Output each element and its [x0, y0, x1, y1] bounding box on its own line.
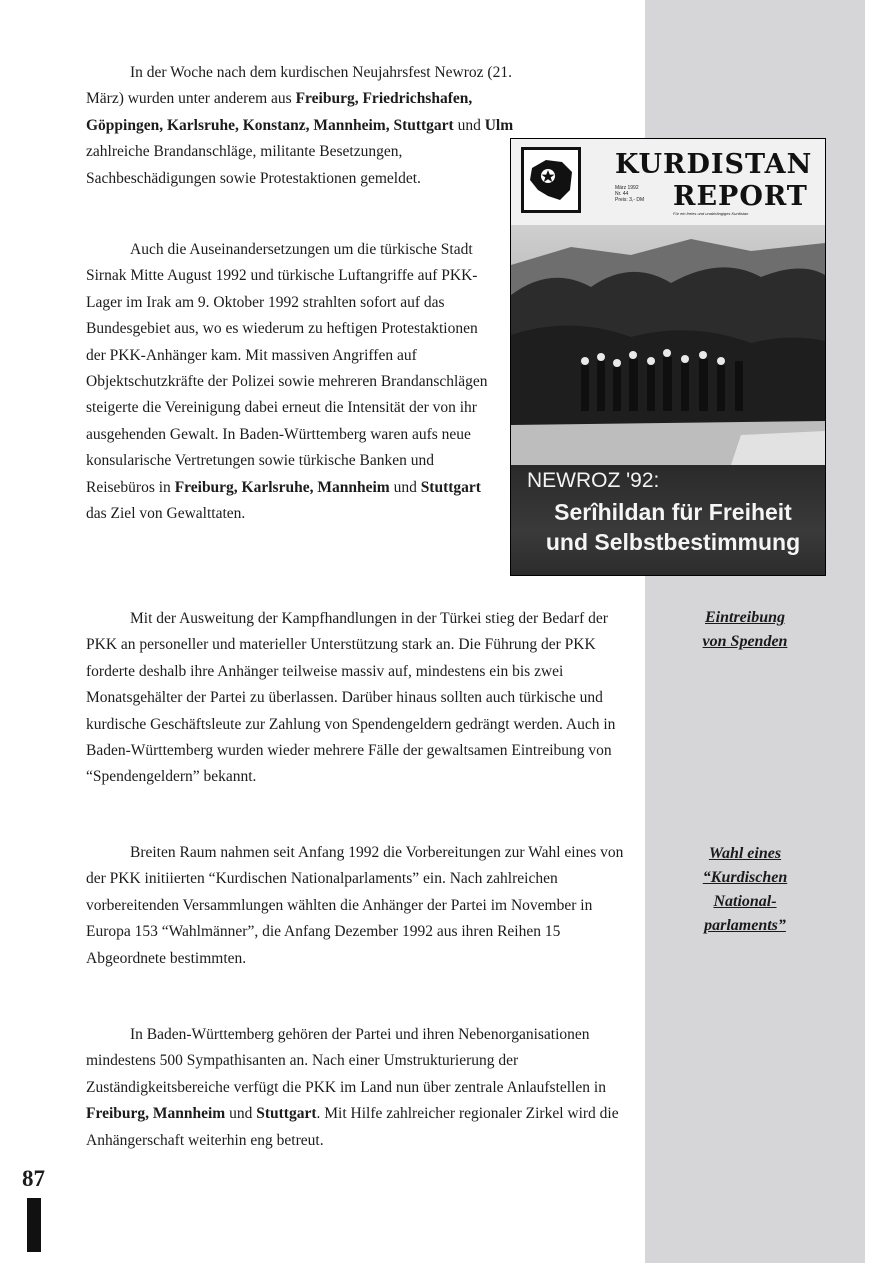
text-run: In der Woche nach dem kurdischen Neujahrsfest Newroz (21. März) wurden unter anderem aus	[86, 64, 512, 108]
text-run: Auch die Auseinandersetzungen um die türkische Stadt Sirnak Mitte August 1992 und türkische Luftangriffe auf PKK-Lager im Irak am 9. Oktober 1992 strahlten sofort auf das Bundesgebiet aus, wo es wiederum zu heftigen Protestaktionen der PKK-Anhänger kam. Mit massiven Angriffen auf Objektschutzkräfte der Polizei sowie mehreren Brandanschlägen steigerte die Vereinigung dabei erneut die Intensität der von ihr ausgehenden Gewalt. In Baden-Württemberg waren aufs neue konsularische Vertretungen sowie türkische Banken und Reisebüros in	[86, 241, 488, 496]
text-run: und	[453, 116, 485, 134]
margin-note-line: Eintreibung	[704, 609, 786, 626]
paragraph-supporters	[86, 1022, 626, 1154]
margin-note-line: Wahl eines	[708, 845, 782, 862]
magazine-cover-image	[510, 138, 826, 576]
margin-note-donations	[660, 606, 830, 654]
paragraph-national-parliament	[86, 840, 626, 972]
margin-note-parliament	[660, 842, 830, 938]
cover-title-line1: KURDISTAN	[615, 149, 813, 180]
text-run: das Ziel von Gewalttaten.	[86, 505, 246, 523]
cover-issue-date: März 1992	[615, 185, 639, 191]
text-run: zahlreiche Brandanschläge, militante Besetzungen, Sachbeschädigungen sowie Protestaktionen gemeldet.	[86, 143, 421, 187]
paragraph-sirnak-protests	[86, 237, 496, 527]
text-run: . Mit Hilfe zahlreicher regionaler Zirkel wird die Anhängerschaft weiterhin eng betreut.	[86, 1105, 619, 1149]
bold-text-run: Freiburg, Mannheim	[86, 1105, 226, 1123]
bold-text-run: Freiburg, Karlsruhe, Mannheim	[174, 478, 390, 496]
cover-masthead	[511, 139, 825, 225]
cover-crowd-photo	[511, 225, 825, 465]
cover-subtitle: Für ein freies und unabhängiges Kurdistan	[673, 211, 749, 216]
text-run: und	[389, 478, 421, 496]
margin-note-line: National-	[713, 893, 777, 910]
bold-text-run: Stuttgart	[256, 1105, 317, 1123]
margin-note-line: parlaments”	[704, 917, 786, 934]
text-run: Mit der Ausweitung der Kampfhandlungen in der Türkei stieg der Bedarf der PKK an personeller und materieller Unterstützung stark an. Die Führung der PKK forderte deshalb ihre Anhänger teilweise massiv auf, mindestens ein bis zwei Monatsgehälter der Partei zu überlassen. Darüber hinaus sollten auch türkische und kurdische Geschäftsleute zur Zahlung von Spendengeldern gedrängt werden. Auch in Baden-Württemberg wurden wieder mehrere Fälle der gewaltsamen Eintreibung von “Spendengeldern” bekannt.	[86, 610, 616, 786]
cover-issue-number: Nr. 44	[615, 191, 629, 197]
page-marker-bar	[27, 1198, 41, 1252]
cover-slogan-line: und Selbstbestimmung	[545, 529, 801, 555]
cover-caption-area	[511, 465, 825, 575]
text-run: In Baden-Württemberg gehören der Partei und ihren Nebenorganisationen mindestens 500 Sympathisanten an. Nach einer Umstrukturierung der Zuständigkeitsbereiche verfügt die PKK im Land nun über zentrale Anlaufstellen in	[86, 1026, 606, 1096]
bold-text-run: Stuttgart	[420, 478, 481, 496]
cover-title-line2: REPORT	[673, 181, 808, 212]
margin-note-line: von Spenden	[702, 633, 788, 650]
cover-caption-newroz: NEWROZ '92:	[527, 469, 660, 492]
cover-issue-info	[615, 185, 644, 203]
kurdistan-map-logo-icon	[521, 147, 581, 213]
page-number: 87	[22, 1166, 45, 1191]
text-run: und	[225, 1105, 257, 1123]
bold-text-run: Ulm	[484, 116, 514, 134]
cover-slogan-line: Serîhildan für Freiheit	[554, 499, 792, 525]
margin-note-line: “Kurdischen	[702, 869, 788, 886]
cover-caption-slogan	[527, 497, 819, 557]
bold-text-run: Freiburg, Friedrichshafen, Göppingen, Karlsruhe, Konstanz, Mannheim, Stuttgart	[86, 90, 473, 134]
paragraph-donations	[86, 606, 626, 791]
paragraph-newroz-attacks	[86, 60, 526, 192]
text-run: Breiten Raum nahmen seit Anfang 1992 die Vorbereitungen zur Wahl eines von der PKK initiierten “Kurdischen Nationalparlaments” ein. Nach zahlreichen vorbereitenden Versammlungen wählten die Anhänger der Partei im November in Europa 153 “Wahlmänner”, die Anfang Dezember 1992 aus ihren Reihen 15 Abgeordnete bestimmten.	[86, 844, 624, 967]
cover-issue-price: Preis: 3,- DM	[615, 197, 645, 203]
